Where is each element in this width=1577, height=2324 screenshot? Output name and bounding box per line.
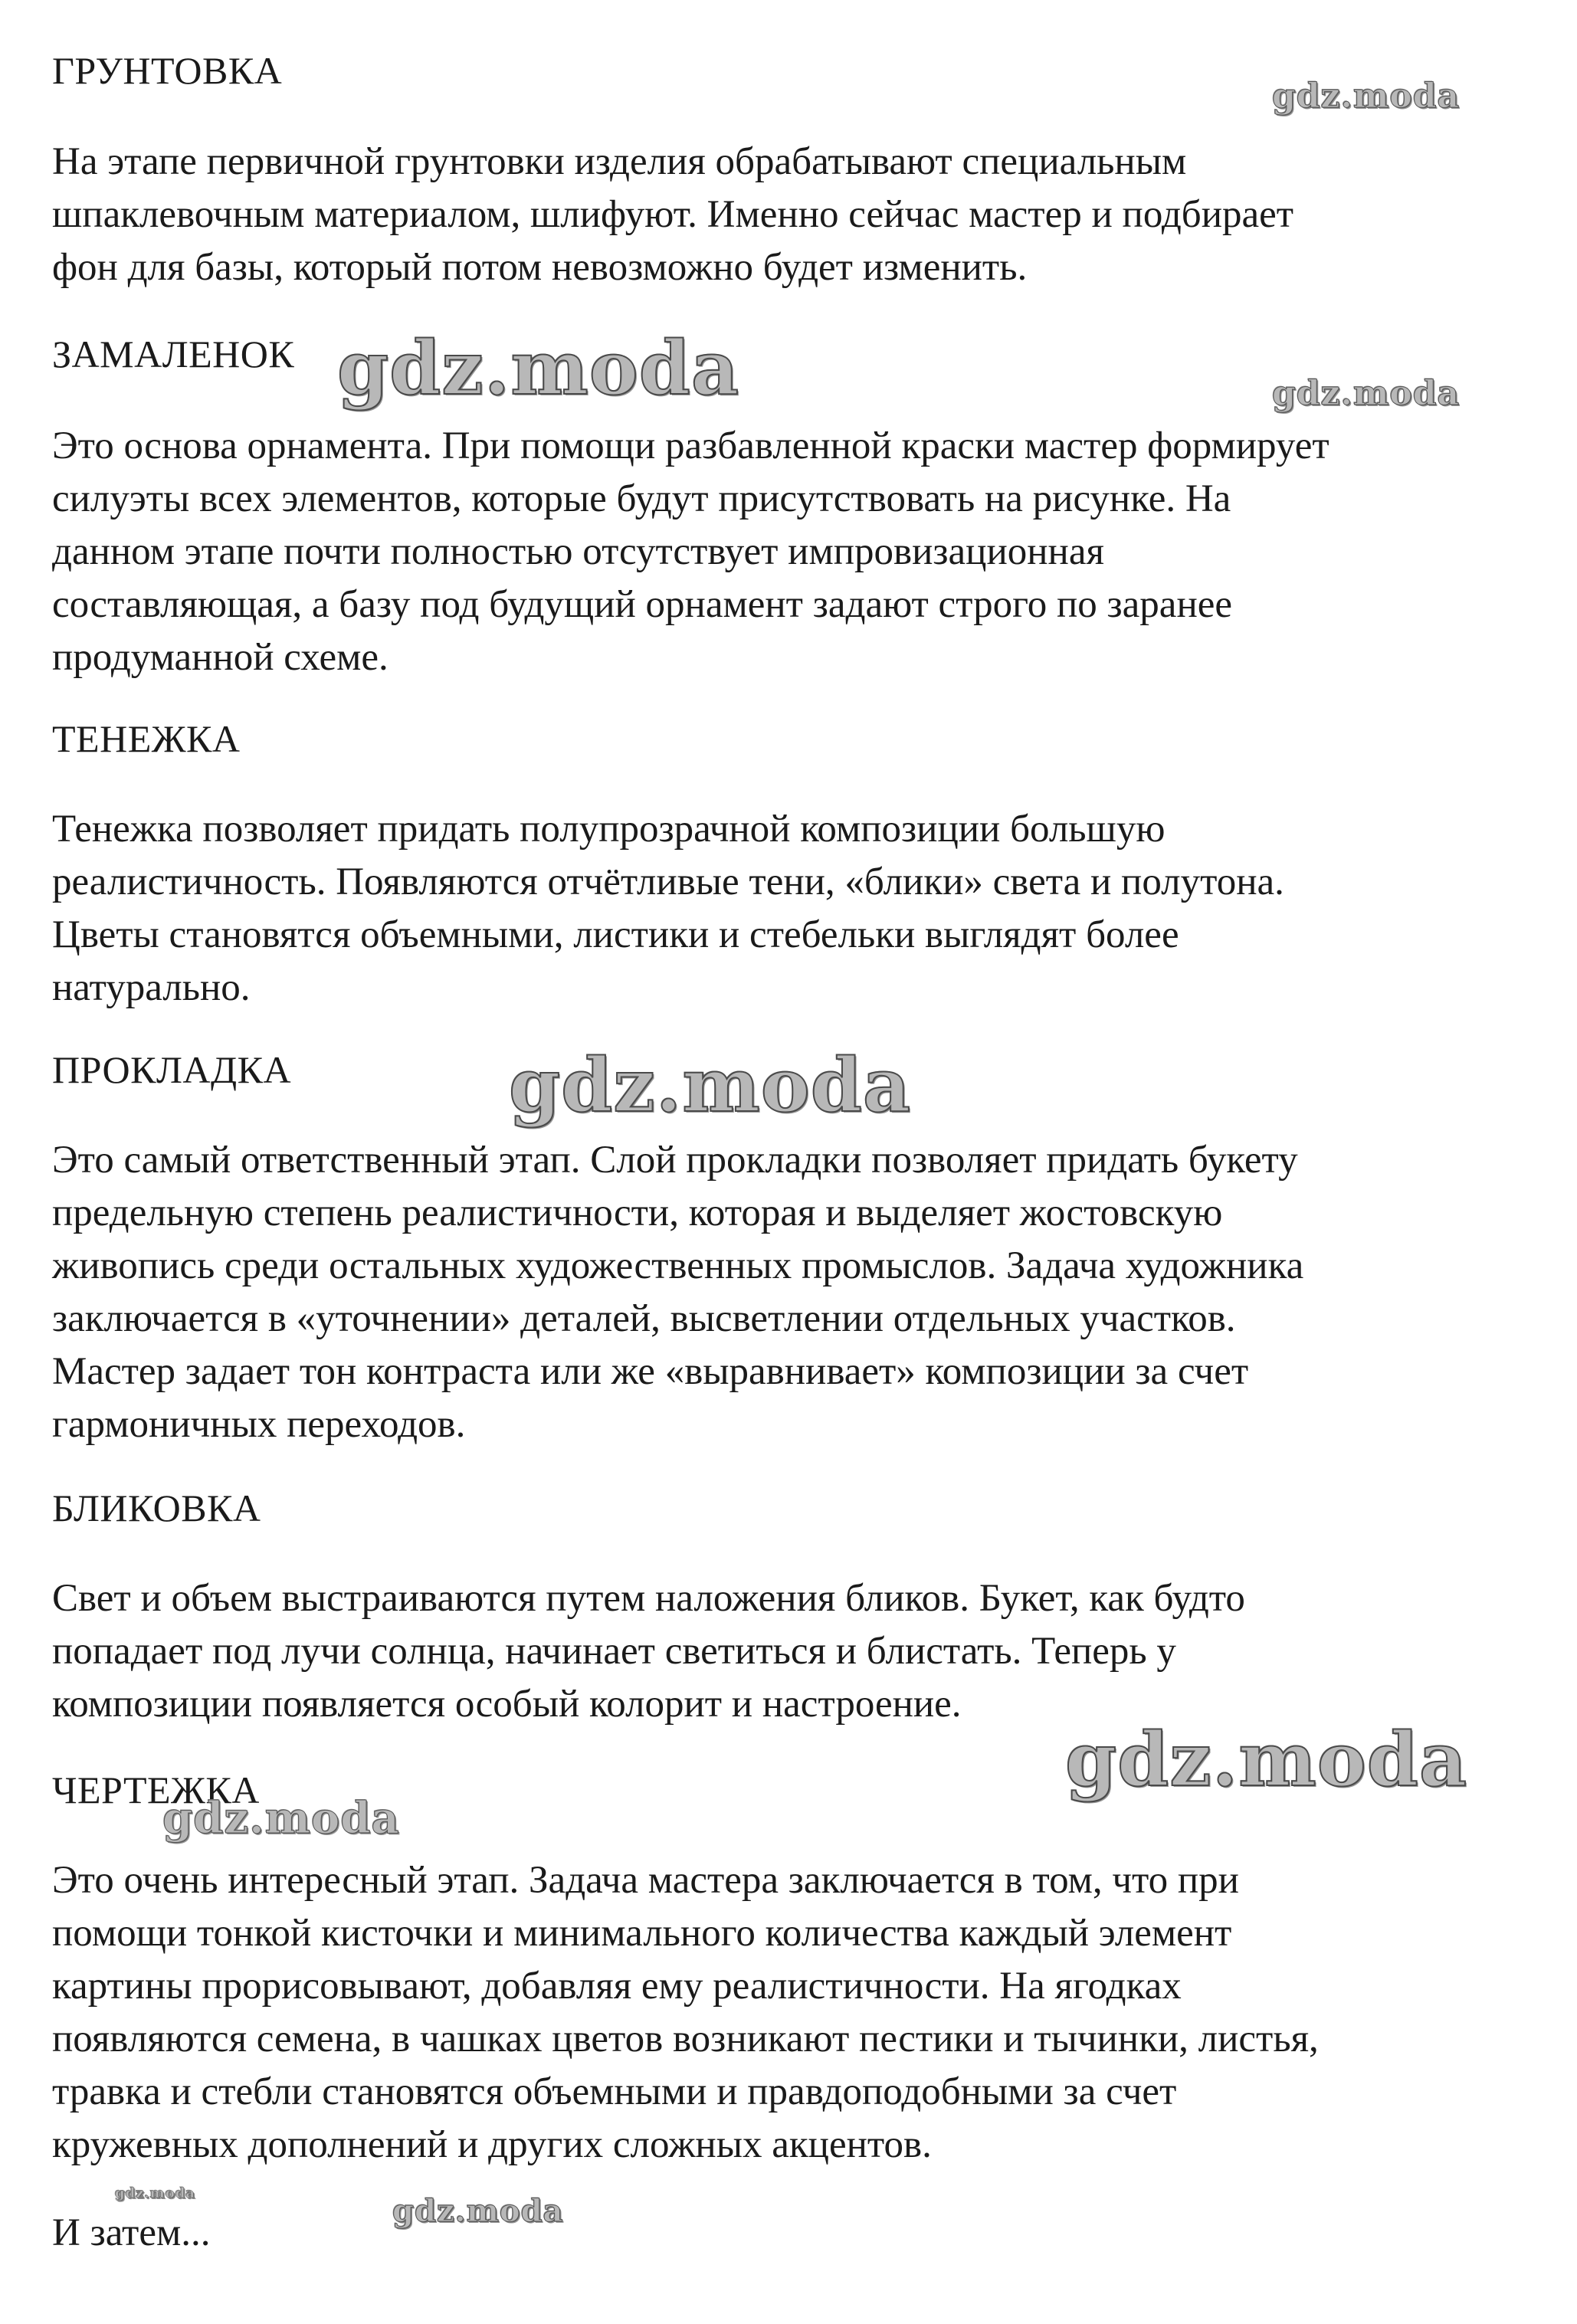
section-paragraph-prokladka [52, 1134, 1569, 1451]
paragraph-line: Это очень интересный этап. Задача мастера заключается в том, что при [52, 1859, 1239, 1902]
paragraph-line: картины прорисовывают, добавляя ему реалистичности. На ягодках [52, 1965, 1182, 2008]
paragraph-line: Мастер задает тон контраста или же «выравнивает» композиции за счет [52, 1350, 1249, 1393]
section-heading-chertezhka: ЧЕРТЕЖКА [52, 1768, 260, 1811]
paragraph-line: Свет и объем выстраиваются путем наложения бликов. Букет, как будто [52, 1577, 1245, 1620]
paragraph-line: заключается в «уточнении» деталей, высветлении отдельных участков. [52, 1297, 1236, 1340]
paragraph-line: появляются семена, в чашках цветов возникают пестики и тычинки, листья, [52, 2018, 1319, 2060]
watermark-logo: gdz.moda [1272, 77, 1461, 116]
paragraph-line: кружевных дополнений и других сложных акцентов. [52, 2123, 932, 2166]
paragraph-line: составляющая, а базу под будущий орнамент задают строго по заранее [52, 583, 1233, 626]
paragraph-line: продуманной схеме. [52, 636, 389, 679]
paragraph-line: травка и стебли становятся объемными и правдоподобными за счет [52, 2070, 1177, 2113]
paragraph-line: шпаклевочным материалом, шлифуют. Именно сейчас мастер и подбирает [52, 193, 1294, 236]
paragraph-line: фон для базы, который потом невозможно будет изменить. [52, 246, 1028, 289]
section-paragraph-chertezhka [52, 1854, 1569, 2172]
watermark-logo: gdz.moda [392, 2193, 564, 2229]
section-heading-prokladka: ПРОКЛАДКА [52, 1048, 292, 1091]
section-paragraph-gruntovka [52, 136, 1569, 294]
paragraph-line: живопись среди остальных художественных промыслов. Задача художника [52, 1244, 1304, 1287]
watermark-logo: gdz.moda [509, 1042, 912, 1129]
paragraph-line: силуэты всех элементов, которые будут присутствовать на рисунке. На [52, 477, 1231, 520]
watermark-logo: gdz.moda [337, 325, 740, 411]
paragraph-line: натурально. [52, 966, 251, 1009]
paragraph-line: На этапе первичной грунтовки изделия обрабатывают специальным [52, 140, 1187, 183]
section-heading-blikovka: БЛИКОВКА [52, 1487, 261, 1529]
paragraph-line: Цветы становятся объемными, листики и стебельки выглядят более [52, 913, 1179, 956]
section-heading-zamalenok: ЗАМАЛЕНОК [52, 333, 295, 375]
paragraph-line: Тенежка позволяет придать полупрозрачной композиции большую [52, 808, 1166, 851]
watermark-logo: gdz.moda [162, 1793, 400, 1844]
paragraph-line: композиции появляется особый колорит и настроение. [52, 1683, 962, 1726]
paragraph-line: реалистичность. Появляются отчётливые тени, «блики» света и полутона. [52, 860, 1284, 903]
paragraph-line: попадает под лучи солнца, начинает светиться и блистать. Теперь у [52, 1630, 1176, 1673]
section-paragraph-zamalenok [52, 420, 1569, 684]
paragraph-line: гармоничных переходов. [52, 1403, 466, 1446]
paragraph-line: Это основа орнамента. При помощи разбавленной краски мастер формирует [52, 424, 1329, 467]
paragraph-line: данном этапе почти полностью отсутствует импровизационная [52, 530, 1104, 573]
watermark-logo: gdz.moda [1065, 1716, 1468, 1803]
paragraph-line: помощи тонкой кисточки и минимального количества каждый элемент [52, 1912, 1232, 1955]
paragraph-line: предельную степень реалистичности, которая и выделяет жостовскую [52, 1192, 1223, 1234]
section-paragraph-blikovka [52, 1572, 1569, 1731]
closing-line: И затем... [52, 2211, 211, 2254]
watermark-logo: gdz.moda [115, 2185, 195, 2201]
closing-text [52, 2207, 1569, 2260]
paragraph-line: Это самый ответственный этап. Слой прокладки позволяет придать букету [52, 1139, 1298, 1182]
section-heading-tenezhka: ТЕНЕЖКА [52, 717, 241, 760]
watermark-logo: gdz.moda [1272, 374, 1461, 413]
section-heading-gruntovka: ГРУНТОВКА [52, 49, 283, 92]
section-paragraph-tenezhka [52, 803, 1569, 1014]
